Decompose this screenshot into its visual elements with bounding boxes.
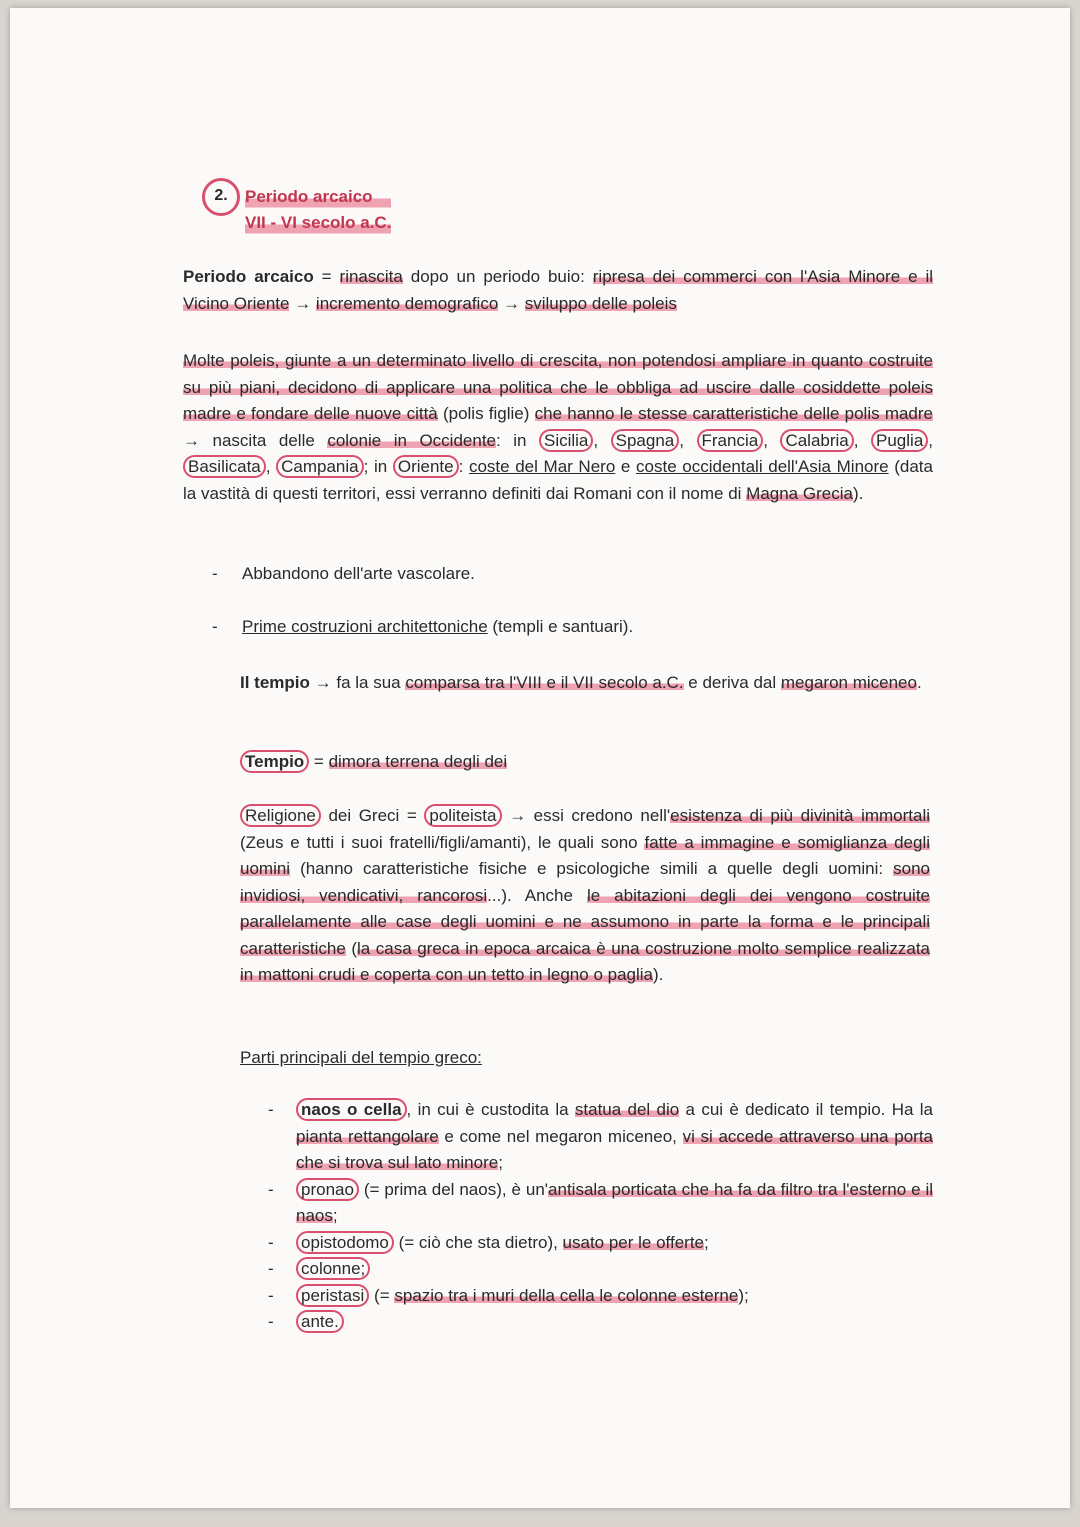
- list-item: [268, 1309, 933, 1336]
- place-oriente: Oriente: [393, 455, 459, 478]
- place-mar-nero: coste del Mar Nero: [468, 457, 616, 476]
- religione-text: (hanno caratteristiche fisiche e psicologiche simili a quelle degli uomini:: [290, 859, 894, 878]
- intro-term: Periodo arcaico: [183, 267, 314, 286]
- intro-incremento: incremento demografico: [315, 293, 499, 313]
- religione-politeista: politeista: [424, 804, 501, 827]
- parti-highlight: usato per le offerte: [562, 1232, 704, 1252]
- tempio-def-eq: =: [309, 752, 329, 771]
- arrow-icon: →: [309, 673, 337, 692]
- term-colonne: colonne;: [296, 1257, 370, 1280]
- colonies-text: (data la vastità di questi territori, essi verranno definiti dai Romani con il nome di: [183, 457, 933, 503]
- parti-text: ;: [704, 1232, 709, 1252]
- list-item: [268, 1097, 933, 1177]
- bullet-dash: -: [212, 617, 218, 636]
- parti-title: [240, 1045, 930, 1072]
- parti-list: [268, 1097, 933, 1336]
- parti-title-text: Parti principali del tempio greco:: [240, 1048, 482, 1067]
- parti-text: , in cui è custodita la: [406, 1100, 575, 1119]
- list-item: [268, 1177, 933, 1230]
- colonies-highlight: che hanno le stesse caratteristiche delle polis madre: [534, 404, 934, 423]
- colonies-text: (polis figlie): [437, 404, 535, 423]
- religione-highlight: esistenza di più divinità immortali: [670, 806, 931, 825]
- place-sicilia: Sicilia: [539, 429, 593, 452]
- arrow-icon: →: [183, 430, 213, 450]
- parti-highlight: antisala porticata che ha fa da filtro tra l'esterno e il naos: [296, 1179, 933, 1225]
- colonies-highlight: colonie in Occidente: [327, 430, 496, 450]
- religione-text: (: [345, 938, 358, 958]
- place-francia: Francia: [697, 429, 764, 452]
- section-number: 2.: [202, 178, 240, 216]
- intro-rinascita: rinascita: [339, 267, 403, 286]
- tempio-highlight: megaron miceneo: [780, 673, 917, 692]
- intro-paragraph: [183, 264, 933, 317]
- bullet-dash: -: [212, 564, 218, 583]
- religione-text: (Zeus e tutti i suoi fratelli/figli/amanti), le quali sono: [240, 832, 645, 852]
- term-opistodomo: opistodomo: [296, 1231, 394, 1254]
- place-campania: Campania: [276, 455, 364, 478]
- tempio-paragraph: [240, 670, 930, 697]
- parti-text: (=: [369, 1285, 395, 1305]
- colonies-text: : in: [496, 430, 539, 450]
- parti-highlight: pianta rettangolare: [296, 1126, 439, 1146]
- parti-text: (= prima del naos), è un': [358, 1179, 549, 1199]
- religione-term: Religione: [240, 804, 321, 827]
- religione-paragraph: [240, 803, 930, 989]
- place-calabria: Calabria: [780, 429, 853, 452]
- parti-text: ;: [332, 1206, 338, 1225]
- religione-text: ...). Anche: [487, 885, 587, 905]
- tempio-text: fa la sua: [336, 673, 406, 692]
- parti-text: );: [738, 1285, 749, 1305]
- colonies-highlight: Molte poleis, giunte a un determinato livello di crescita, non potendosi ampliare in quanto costruite su più piani, decidono di applicare una politica che le obbliga ad uscire dalle cosiddette poleis madre e fondare delle nuove città: [183, 351, 933, 423]
- religione-text: dei Greci =: [320, 806, 425, 825]
- parti-highlight: vi si accede attraverso una porta che si trova sul lato minore: [296, 1126, 934, 1172]
- intro-sviluppo: sviluppo delle poleis: [524, 293, 677, 313]
- parti-text: ;: [498, 1153, 503, 1172]
- arrow-icon: →: [498, 293, 525, 313]
- term-naos: naos o cella: [296, 1098, 407, 1121]
- tempio-definition: [240, 749, 930, 776]
- list-item: [268, 1283, 933, 1310]
- parti-highlight: statua del dio: [574, 1100, 680, 1119]
- intro-eq: =: [313, 267, 340, 286]
- tempio-def-text: dimora terrena degli dei: [328, 752, 508, 771]
- religione-highlight: fatte a immagine e somiglianza degli uomini: [240, 832, 931, 878]
- intro-ripresa: ripresa dei commerci con l'Asia Minore e il Vicino Oriente: [183, 267, 934, 313]
- tempio-term: Il tempio: [240, 673, 310, 692]
- arrow-icon: →: [289, 293, 316, 313]
- bullet-vascolare: Abbandono dell'arte vascolare.: [242, 564, 475, 583]
- place-puglia: Puglia: [871, 429, 928, 452]
- tempio-text: .: [916, 673, 922, 692]
- arrow-icon: →: [501, 806, 534, 825]
- intro-text: dopo un periodo buio:: [402, 267, 593, 286]
- religione-highlight: sono invidiosi, vendicativi, rancorosi: [240, 859, 930, 905]
- section-title: Periodo arcaico: [245, 184, 391, 210]
- term-pronao: pronao: [296, 1178, 359, 1201]
- religione-highlight: la casa greca in epoca arcaica è una costruzione molto semplice realizzata in mattoni crudi e coperta con un tetto in legno o paglia: [240, 938, 930, 984]
- tempio-def-term: Tempio: [240, 750, 309, 773]
- tempio-text: e deriva dal: [683, 673, 781, 692]
- colonies-text: nascita delle: [212, 430, 328, 450]
- colonies-text: :: [458, 457, 469, 476]
- religione-highlight: le abitazioni degli dei vengono costruite parallelamente alle case degli uomini e ne assumono in parte la forma e le principali caratteristiche: [240, 885, 930, 958]
- tempio-highlight: comparsa tra l'VIII e il VII secolo a.C.: [405, 673, 684, 692]
- term-ante: ante.: [296, 1310, 344, 1333]
- parti-text: e come nel megaron miceneo,: [438, 1126, 683, 1146]
- list-item: [268, 1230, 933, 1257]
- magna-grecia: Magna Grecia: [746, 483, 853, 503]
- list-item: [268, 1256, 933, 1283]
- document-page: [10, 8, 1070, 1508]
- bullet-costruzioni: [242, 617, 633, 637]
- section-subtitle: VII - VI secolo a.C.: [245, 210, 391, 236]
- place-basilicata: Basilicata: [183, 455, 266, 478]
- colonies-text: ; in: [363, 457, 393, 476]
- colonies-paragraph: Molte poleis, giunte a un determinato livello di crescita, non potendosi ampliare in quanto costruite su più piani, decidono di applicare una politica che le obbliga ad uscire dalle cosiddette poleis madre e fondare delle nuove città (polis figlie) che hanno le stesse caratteristiche delle polis madre → nascita delle colonie in Occidente: in Sicilia , Spagna , Francia , Calabria , Puglia , Basilicata , Campania ; in Oriente : coste del Mar Nero e coste occidentali dell'Asia Minore (data la vastità di questi territori, essi verranno definiti dai Romani con il nome di Magna Grecia).: [183, 351, 934, 503]
- bullet-costruzioni-ul: Prime costruzioni architettoniche: [242, 617, 488, 636]
- term-peristasi: peristasi: [296, 1284, 369, 1307]
- bullet-costruzioni-rest: (templi e santuari).: [487, 617, 634, 636]
- colonies-text: ).: [852, 483, 864, 503]
- place-spagna: Spagna: [611, 429, 680, 452]
- parti-text: (= ciò che sta dietro),: [393, 1232, 563, 1252]
- parti-text: a cui è dedicato il tempio. Ha la: [679, 1100, 933, 1119]
- colonies-text: e: [615, 457, 637, 476]
- religione-text: ).: [653, 965, 664, 984]
- place-asia-minore: coste occidentali dell'Asia Minore: [636, 457, 889, 476]
- parti-highlight: spazio tra i muri della cella le colonne esterne: [394, 1285, 739, 1305]
- religione-text: essi credono nell': [533, 806, 671, 825]
- section-heading: [245, 184, 391, 236]
